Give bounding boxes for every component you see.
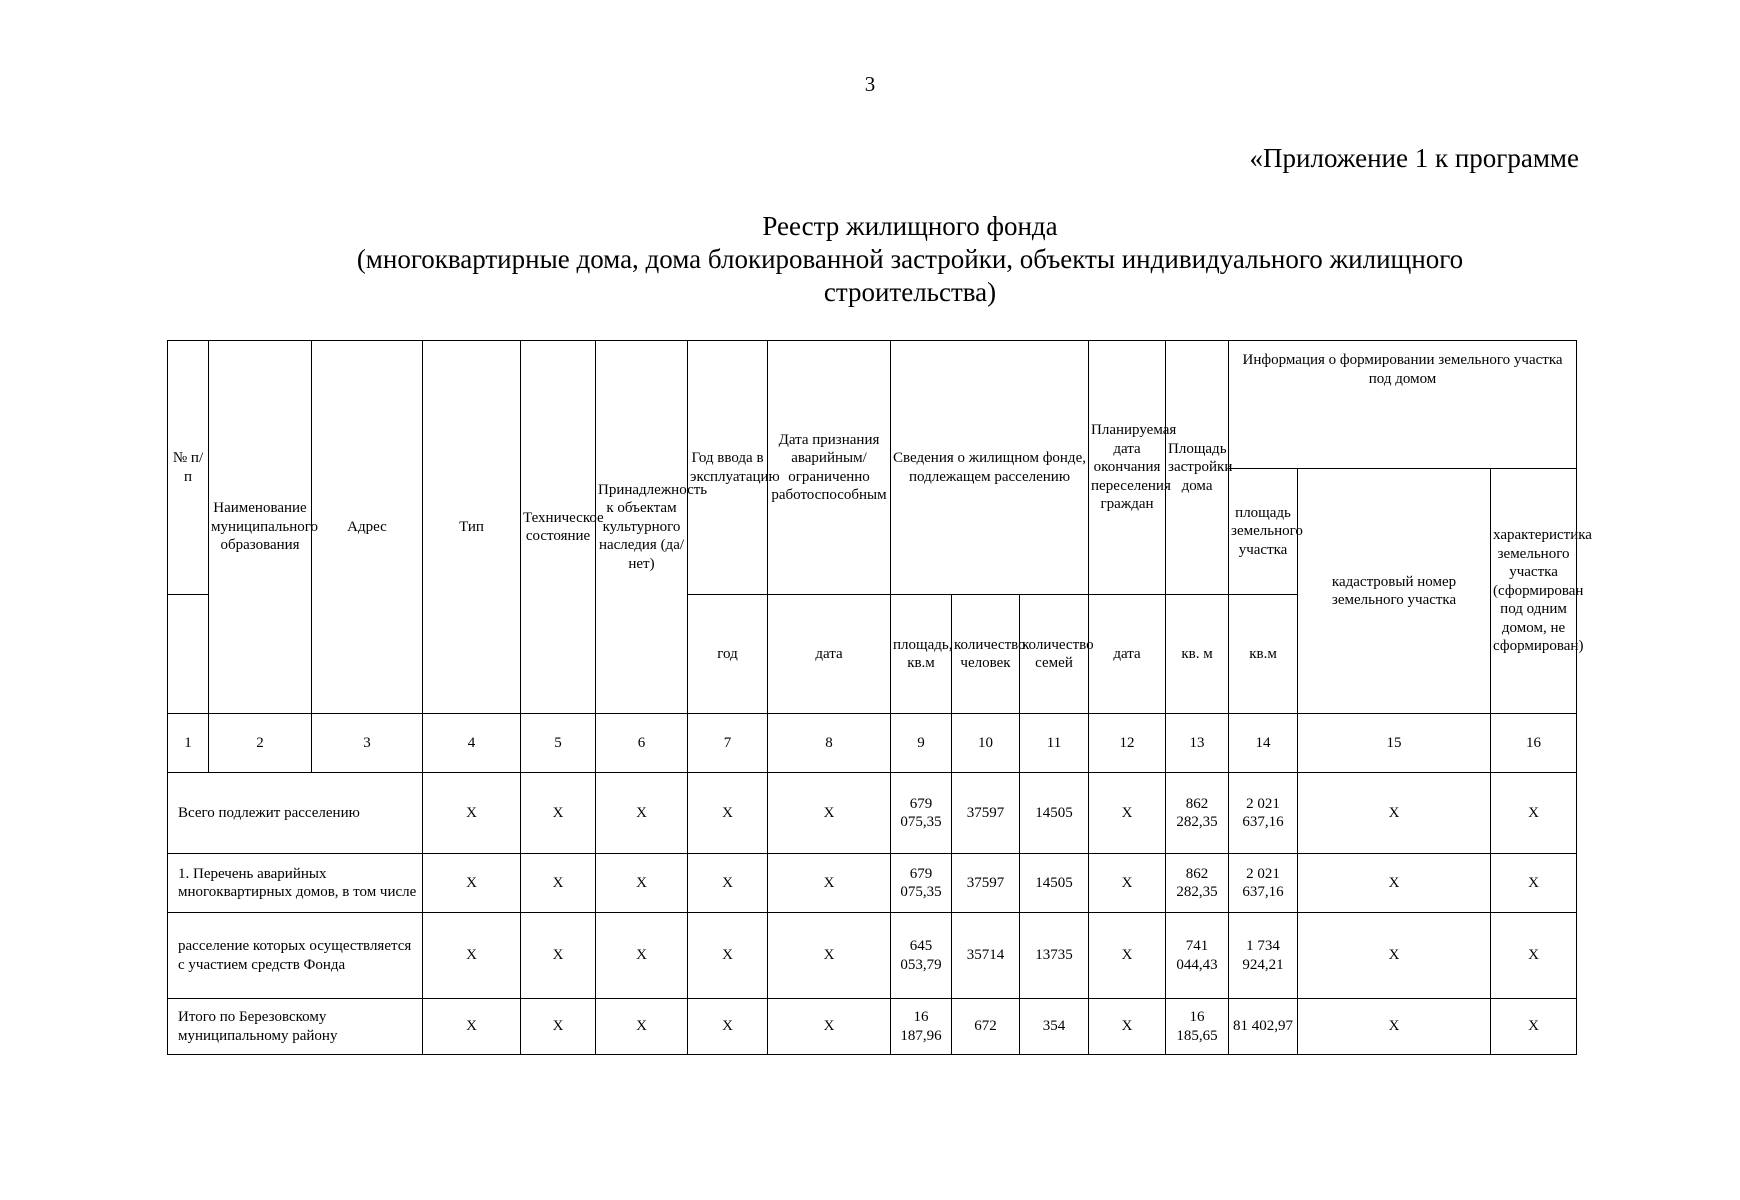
cell-cultural-heritage: X <box>596 999 688 1055</box>
cell-technical-state: X <box>521 999 596 1055</box>
column-number: 9 <box>891 714 952 773</box>
document-title <box>300 210 1520 309</box>
cell-technical-state: X <box>521 854 596 913</box>
header-cultural-heritage: Принадлежность к объектам культурного наследия (да/нет) <box>596 341 688 714</box>
cell-people: 37597 <box>952 773 1020 854</box>
column-number: 12 <box>1089 714 1166 773</box>
cell-emergency-date: X <box>768 854 891 913</box>
column-number: 4 <box>423 714 521 773</box>
cell-technical-state: X <box>521 773 596 854</box>
cell-people: 35714 <box>952 913 1020 999</box>
cell-families: 13735 <box>1020 913 1089 999</box>
cell-land-area: 81 402,97 <box>1229 999 1298 1055</box>
cell-type: X <box>423 999 521 1055</box>
cell-emergency-date: X <box>768 773 891 854</box>
page-number: 3 <box>864 72 876 96</box>
title-line-3: строительства) <box>823 277 997 307</box>
column-number: 2 <box>209 714 312 773</box>
cell-area: 679 075,35 <box>891 854 952 913</box>
table-row <box>168 773 1577 854</box>
header-land-info: Информация о формировании земельного участка под домом <box>1229 341 1577 469</box>
cell-end-date: X <box>1089 999 1166 1055</box>
unit-area: площадь, кв.м <box>891 595 952 714</box>
cell-building-area: 862 282,35 <box>1166 854 1229 913</box>
header-commission-year: Год ввода в эксплуатацию <box>688 341 768 595</box>
cell-type: X <box>423 854 521 913</box>
cell-emergency-date: X <box>768 999 891 1055</box>
cell-commission-year: X <box>688 854 768 913</box>
header-land-area: площадь земельного участка <box>1229 469 1298 595</box>
cell-area: 645 053,79 <box>891 913 952 999</box>
header-building-area: Площадь застройки дома <box>1166 341 1229 595</box>
unit-land-area: кв.м <box>1229 595 1298 714</box>
row-label: Итого по Березовскому муниципальному району <box>168 999 423 1055</box>
cell-cultural-heritage: X <box>596 773 688 854</box>
column-number: 5 <box>521 714 596 773</box>
header-num-spacer <box>168 595 209 714</box>
column-number: 11 <box>1020 714 1089 773</box>
cell-cultural-heritage: X <box>596 854 688 913</box>
cell-families: 354 <box>1020 999 1089 1055</box>
cell-area: 16 187,96 <box>891 999 952 1055</box>
cell-end-date: X <box>1089 773 1166 854</box>
header-cadastral-number: кадастровый номер земельного участка <box>1298 469 1491 714</box>
title-line-1: Реестр жилищного фонда <box>762 211 1058 241</box>
column-number-row <box>168 714 1577 773</box>
header-num: № п/п <box>168 341 209 595</box>
cell-cadastral-number: X <box>1298 854 1491 913</box>
table-row <box>168 999 1577 1055</box>
unit-year: год <box>688 595 768 714</box>
cell-families: 14505 <box>1020 773 1089 854</box>
header-emergency-date: Дата признания аварийным/ограниченно работоспособным <box>768 341 891 595</box>
cell-type: X <box>423 913 521 999</box>
cell-families: 14505 <box>1020 854 1089 913</box>
cell-land-area: 2 021 637,16 <box>1229 773 1298 854</box>
header-housing-info: Сведения о жилищном фонде, подлежащем расселению <box>891 341 1089 595</box>
cell-type: X <box>423 773 521 854</box>
row-label: расселение которых осуществляется с участием средств Фонда <box>168 913 423 999</box>
cell-people: 672 <box>952 999 1020 1055</box>
title-line-2: (многоквартирные дома, дома блокированной застройки, объекты индивидуального жилищного <box>356 244 1464 274</box>
cell-land-character: X <box>1491 773 1577 854</box>
cell-cultural-heritage: X <box>596 913 688 999</box>
row-label: 1. Перечень аварийных многоквартирных домов, в том числе <box>168 854 423 913</box>
cell-emergency-date: X <box>768 913 891 999</box>
table-row <box>168 913 1577 999</box>
cell-land-character: X <box>1491 999 1577 1055</box>
cell-end-date: X <box>1089 913 1166 999</box>
unit-building-area: кв. м <box>1166 595 1229 714</box>
cell-cadastral-number: X <box>1298 999 1491 1055</box>
column-number: 6 <box>596 714 688 773</box>
cell-land-character: X <box>1491 854 1577 913</box>
column-number: 14 <box>1229 714 1298 773</box>
header-land-character: характеристика земельного участка (сформирован под одним домом, не сформирован) <box>1491 469 1577 714</box>
cell-commission-year: X <box>688 913 768 999</box>
cell-commission-year: X <box>688 773 768 854</box>
cell-building-area: 16 185,65 <box>1166 999 1229 1055</box>
cell-land-character: X <box>1491 913 1577 999</box>
cell-land-area: 2 021 637,16 <box>1229 854 1298 913</box>
cell-cadastral-number: X <box>1298 773 1491 854</box>
cell-cadastral-number: X <box>1298 913 1491 999</box>
cell-building-area: 862 282,35 <box>1166 773 1229 854</box>
cell-end-date: X <box>1089 854 1166 913</box>
header-technical-state: Техническое состояние <box>521 341 596 714</box>
row-label: Всего подлежит расселению <box>168 773 423 854</box>
cell-area: 679 075,35 <box>891 773 952 854</box>
header-resettlement-end: Планируемая дата окончания переселения граждан <box>1089 341 1166 595</box>
column-number: 16 <box>1491 714 1577 773</box>
column-number: 8 <box>768 714 891 773</box>
appendix-label: «Приложение 1 к программе <box>1249 143 1579 173</box>
unit-people: количество человек <box>952 595 1020 714</box>
cell-commission-year: X <box>688 999 768 1055</box>
header-address: Адрес <box>312 341 423 714</box>
column-number: 7 <box>688 714 768 773</box>
cell-people: 37597 <box>952 854 1020 913</box>
cell-land-area: 1 734 924,21 <box>1229 913 1298 999</box>
cell-technical-state: X <box>521 913 596 999</box>
header-row-1 <box>168 341 1577 469</box>
column-number: 3 <box>312 714 423 773</box>
column-number: 1 <box>168 714 209 773</box>
column-number: 15 <box>1298 714 1491 773</box>
cell-building-area: 741 044,43 <box>1166 913 1229 999</box>
unit-end-date: дата <box>1089 595 1166 714</box>
registry-table <box>167 340 1592 1055</box>
unit-families: количество семей <box>1020 595 1089 714</box>
column-number: 13 <box>1166 714 1229 773</box>
header-type: Тип <box>423 341 521 714</box>
table-row <box>168 854 1577 913</box>
column-number: 10 <box>952 714 1020 773</box>
unit-date: дата <box>768 595 891 714</box>
header-municipality: Наименование муниципального образования <box>209 341 312 714</box>
